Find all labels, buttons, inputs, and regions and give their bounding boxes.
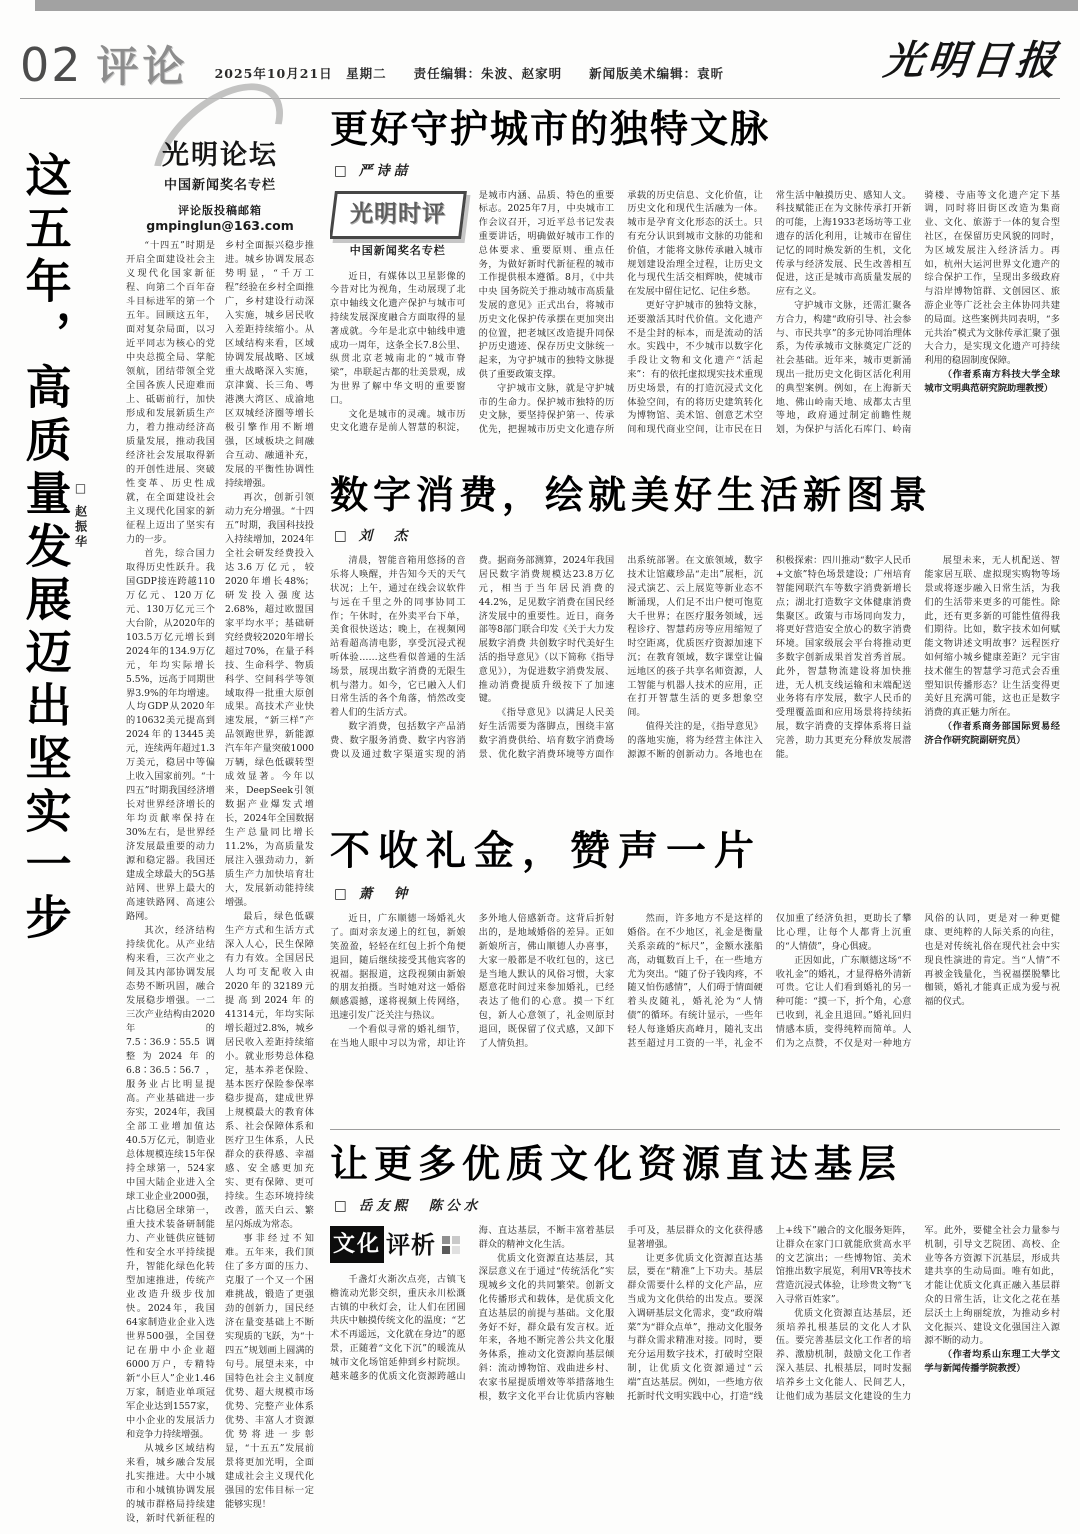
date-editors-line: 2025年10月21日 星期二 责任编辑：朱波、赵家明 新闻版美术编辑：袁昕: [214, 66, 725, 81]
body-paragraph: 近日，广东顺德一场婚礼火了。面对亲友递上的红包，新娘笑盈盈，轻轻在红包上折个角便退回，随后继续接受其他宾客的祝福。据报道，这段视频由新娘的朋友拍摄。当时她对这一婚俗颇感震撼，遂将视频上传网络，迅速引发广泛关注与热议。: [330, 913, 466, 1021]
body-paragraph: 优质文化资源直达基层，其深层意义在于通过“传统活化”实现城乡文化的共同繁荣。创新文化传播形式和载体，是优质文化直达基层的前提与基础。文化服务好不好，群众最有发言权。近年来，各地不断完善公共文化服务体系，推动文化资源向基层倾斜：流动博物馆、戏曲进乡村、农家书屋提质增效等举措落地生根，数字文化平台让优质内容触手可及，基层群众的文化获得感显著增强。: [478, 1225, 763, 1402]
article-1-attribution: （作者系南方科技大学全球城市文明典范研究院助理教授）: [924, 369, 1060, 394]
author-mark: □: [334, 528, 351, 545]
page-top-bar: [35, 0, 1078, 11]
article-1-author: 严诗喆: [358, 162, 412, 179]
badge-rest-text: 评析: [386, 1229, 437, 1259]
badge-mosaic-decoration: [442, 1236, 460, 1254]
lead-headline-block: [20, 107, 116, 1527]
author-mark: □: [334, 1198, 351, 1215]
forum-mailbox-label: 评论版投稿邮箱: [178, 204, 262, 217]
body-paragraph: 《指导意见》以满足人民美好生活需要为落脚点，围绕丰富数字消费供给、培育数字消费场景、优化数字消费环境等方面作出系统部署。在文旅领域，数字技术让馆藏珍品“走出”展柜，沉浸式演艺、云上展览等新业态不断涌现，人们足不出户便可饱览大千世界；在医疗服务领域，远程诊疗、智慧药房等应用缩短了时空距离，优质医疗资源加速下沉；在教育领域，数字课堂让偏远地区的孩子共享名师资源，人工智能与机器人技术的应用，正在打开智慧生活的更多想象空间。: [478, 555, 763, 760]
article-4-headline: 让更多优质文化资源直达基层: [330, 1141, 903, 1187]
body-paragraph: 千盏灯火渐次点亮，古镇飞檐流动光影交织，重庆永川松溉古镇的中秋灯会，让人们在团圆共庆中触摸传统文化的温度；“艺术不再遥远，文化就在身边”的愿景，正随着“文化下沉”的暖流从城市文化场馆延伸到乡村院坝。越来越多的优质文化资源跨越山海、直达基层，不断丰富着基层群众的精神文化生活。: [330, 1225, 615, 1382]
body-paragraph: 更好守护城市的独特文脉，还要激活其时代价值。文化遗产不是尘封的标本，而是流动的活水。实践中，不少城市以数字化手段让文物和文化遗产“活起来”：有的依托虚拟现实技术重现历史场景，有的打造沉浸式文化体验空间，有的将历史建筑转化为博物馆、美术馆、创意艺术空间和现代商业空间，让市民在日常生活中触摸历史、感知人文。科技赋能正在为文脉传承打开新的可能，上海1933老场坊等工业遗存的活化利用，让城市在留住记忆的同时焕发新的生机，文化传承与经济发展、民生改善相互促进，这正是城市高质量发展的应有之义。: [627, 189, 912, 436]
page-header: [20, 26, 1063, 92]
article-3-headline: 不收礼金，赞声一片: [330, 827, 762, 875]
article-3-author: 萧 钟: [358, 886, 412, 903]
body-paragraph: 文化是城市的灵魂。城市历史文化遗存是前人智慧的积淀，是城市内涵、品质、特色的重要标志。2025年7月，中央城市工作会议召开，习近平总书记发表重要讲话，明确做好城市工作的总体要求、重要原则、重点任务，为做好新时代新征程的城市工作提供根本遵循。8月，《中共中央 国务院关于推动城市高质量发展的意见》正式出台，将城市历史文化保护传承摆在更加突出的位置，把老城区改造提升同保护历史遗迹、保存历史文脉统一起来，为守护城市的独特文脉提供了重要政策支撑。: [330, 189, 615, 434]
article-3-body: [330, 912, 1060, 1117]
body-paragraph: 首先，综合国力取得历史性跃升。我国GDP接连跨越110万亿元、120万亿元、130万亿元三个大台阶，从2020年的103.5万亿元增长到2024年的134.9万亿元，年均实际增长5.5%，远高于同期世界3.9%的年均增速。人均GDP从2020年的10632美元提高到2024年的13445美元，连续两年超过1.3万美元，稳居中等偏上收入国家前列。“十四五”时期我国经济增长对世界经济增长的年均贡献率保持在30%左右，是世界经济发展最重要的动力源和稳定器。我国还建成全球最大的5G基站网、世界上最大的高速铁路网、高速公路网。: [126, 547, 215, 923]
article-4-byline: [334, 1194, 1060, 1214]
section-title: 评论: [96, 42, 189, 91]
body-paragraph: 值得关注的是，《指导意见》的落地实施，将为经营主体注入源源不断的创新动力。各地也在积极探索：四川推动“数字人民币+文旅”特色场景建设；广州培育智能网联汽车等数字消费新增长点；湖北打造数字文体健康消费集聚区。政策与市场同向发力，将更好营造安全放心的数字消费环境。国家级展会平台将推动更多数字创新成果首发首秀首展。此外，智慧物流建设将加快推进，无人机支线运输和末端配送业务将有序发展，数字人民币的受理覆盖面和应用场景将持续拓展，数字消费的支撑体系将日益完善，助力其更充分释放发展潜能。: [627, 555, 912, 760]
body-paragraph: 近日，有媒体以卫星影像的今昔对比为视角，生动展现了北京中轴线文化遗产保护与城市可持续发展深度融合方面取得的显著成就。今年是北京中轴线申遗成功一周年，这条全长7.8公里、纵贯北京老城南北的“城市脊梁”，串联起古都的壮美景观，成为世界了解中华文明的重要窗口。: [330, 270, 466, 406]
guangming-shiping-badge: [332, 191, 464, 260]
body-paragraph: 一个看似寻常的婚礼细节，在当地人眼中习以为常，却让许多外地人倍感新奇。这背后折射出的，是地域婚俗的差异。正如新娘所言，佛山顺德人办喜事，大家一般都是不收红包的，这已是当地人默认的风俗习惯，大家愿意花时间过来参加婚礼，已经表达了他们的心意。摸一下红包，新人心意领了，礼金则原封退回，既保留了仪式感，又卸下了人情负担。: [330, 913, 615, 1049]
article-1-body: [330, 189, 1060, 461]
wenhua-pingxi-badge: [330, 1226, 466, 1263]
lead-author-vertical: [73, 481, 90, 1527]
article-2-attribution: （作者系商务部国际贸易经济合作研究院副研究员）: [924, 720, 1060, 746]
lead-article-body: [126, 239, 314, 1527]
lead-article-column: [126, 107, 314, 1527]
forum-subtitle: 中国新闻奖名专栏: [163, 178, 276, 193]
badge-title: 光明时评: [349, 199, 446, 227]
article-culture-grassroots: [330, 1129, 1060, 1512]
badge-black-block: 文化: [330, 1226, 384, 1263]
body-paragraph: 展望未来，无人机配送、智能家居互联、虚拟现实购物等场景或将逐步融入日常生活，为我们的生活带来更多的可能性。除此，还有更多新的可能性值得我们期待。比如，数字技术如何赋能文物讲述文明故事？远程医疗如何缩小城乡健康差距？元宇宙技术催生的智慧学习范式会否重塑知识传播形态？让生活变得更美好且充满可能，这也正是数字消费的真正魅力所在。: [924, 555, 1060, 719]
body-paragraph: “十四五”时期是开启全面建设社会主义现代化国家新征程、向第二个百年奋斗目标进军的第一个五年。回顾这五年，面对复杂局面，以习近平同志为核心的党中央总揽全局、掌舵领航，团结带领全党全国各族人民迎难而上、砥砺前行，加快形成和发展新质生产力，着力推动经济高质量发展，推动我国经济社会发展取得新的开创性进展、突破性变革、历史性成就，在全面建设社会主义现代化国家的新征程上迈出了坚实有力的一步。: [126, 240, 215, 545]
author-mark: □: [73, 481, 88, 498]
article-1-headline: 更好守护城市的独特文脉: [330, 106, 771, 151]
article-city-culture: [330, 107, 1060, 461]
body-paragraph: 数字消费，包括数字产品消费、数字服务消费、数字内容消费以及通过数字渠道实现的消费。据商务部测算，2024年我国居民数字消费规模达23.8万亿元，相当于当年居民消费的44.2%，足见数字消费在国民经济发展中的重要性。近日，商务部等8部门联合印发《关于大力发展数字消费 共创数字时代美好生活的指导意见》（以下简称《指导意见》），为促进数字消费发展、推动消费提质升级按下了加速键。: [330, 555, 615, 760]
body-paragraph: 守护城市文脉，就是守护城市的生命力。保护城市独特的历史文脉，要坚持保护第一、传承优先，把握城市历史文化遗存所承载的历史信息、文化价值，让历史文化和现代生活融为一体。城市是孕育文化形态的沃土。只有充分认识到城市文脉的功能和价值，才能将文脉传承融入城市规划建设治理全过程，让历史文化与现代生活交相辉映，使城市在发展中留住记忆、记住乡愁。: [478, 189, 763, 436]
forum-mailbox-email: gmpinglun@163.com: [146, 218, 294, 233]
author-mark: □: [334, 162, 351, 179]
main-article-column: [330, 107, 1060, 1527]
lead-headline-vertical: 这五年，高质量发展迈出坚实一步: [18, 151, 73, 946]
body-paragraph: 最后，绿色低碳生产方式和生活方式深入人心，民生保障有力有效。全国居民人均可支配收入由2020年的32189元提高到2024年的41314元，年均实际增长超过2.8%，城乡居民收入差距持续缩小。就业形势总体稳定，基本养老保险、基本医疗保险参保率稳步提高，建成世界上规模最大的教育体系、社会保障体系和医疗卫生体系，人民群众的获得感、幸福感、安全感更加充实、更有保障、更可持续。生态环境持续改善，蓝天白云、繁星闪烁成为常态。: [225, 911, 314, 1230]
article-4-body: [330, 1224, 1060, 1512]
article-2-headline: 数字消费，绘就美好生活新图景: [330, 471, 933, 517]
body-paragraph: 正因如此，广东顺德这场“不收礼金”的婚礼，才显得格外清新可贵。它让人们看到婚礼的另一种可能：“摸一下，折个角，心意已收到，礼金且退回。”婚礼回归情感本质，变得纯粹而简单。人们为之点赞，不仅是对一种地方风俗的认同，更是对一种更健康、更纯粹的人际关系的向往，也是对传统礼俗在现代社会中实现良性演进的肯定。当“人情”不再被金钱量化，当祝福摆脱攀比枷锁，婚礼才能真正成为爱与祝福的仪式。: [775, 913, 1060, 1049]
article-1-byline: [334, 159, 1060, 179]
page-number: 02: [20, 38, 83, 92]
article-4-authors: 岳友熙 陈公水: [358, 1198, 482, 1215]
author-mark: □: [334, 886, 351, 903]
masthead-logo: 光明日报: [881, 37, 1063, 84]
badge-frame: [330, 191, 467, 239]
article-2-body: [330, 554, 1060, 816]
body-paragraph: 清晨，智能音箱用悠扬的音乐将人唤醒，并告知今天的天气状况；上午，通过在线会议软件与远在千里之外的同事协同工作；午休时，在外卖平台下单，美食很快送达；晚上，在视频网站看超高清电影，享受沉浸式视听体验……这些看似普通的生活场景，展现出数字消费的无限生机与潜力。如今，它已融入人们日常生活的各个角落，悄然改变着人们的生活方式。: [330, 555, 466, 719]
page-content: [20, 107, 1060, 1527]
article-wedding-gift: [330, 828, 1060, 1117]
header-rule: [20, 98, 1060, 99]
body-paragraph: 从城乡区域结构来看，城乡融合发展扎实推进。大中小城市和小城镇协调发展的城市群格局持续建设，新时代新征程的乡村全面振兴稳步推进。城乡协调发展态势明显，“千万工程”经验在乡村全面推广，乡村建设行动深入实施，城乡居民收入差距持续缩小。从区域结构来看，区域协调发展战略、区域重大战略深入实施，京津冀、长三角、粤港澳大湾区、成渝地区双城经济圈等增长极引擎作用不断增强，区域板块之间融合互动、融通补充，发展的平衡性协调性持续增强。: [126, 240, 314, 1524]
body-paragraph: 让更多优质文化资源直达基层，要在“精准”上下功夫。基层群众需要什么样的文化产品，应当成为文化供给的出发点。要深入调研基层文化需求，变“政府端菜”为“群众点单”，推动文化服务与群众需求精准对接。同时，要充分运用数字技术，打破时空限制，让优质文化资源通过“云端”直达基层。例如，一些地方依托新时代文明实践中心，打造“线上+线下”融合的文化服务矩阵，让群众在家门口就能欣赏高水平的文艺演出；一些博物馆、美术馆推出数字展览，利用VR等技术营造沉浸式体验，让珍贵文物“飞入寻常百姓家”。: [627, 1225, 912, 1402]
body-paragraph: 守护城市文脉，还需汇聚各方合力，构建“政府引导、社会参与、市民共享”的多元协同治理体系，为传承城市文脉奠定广泛的社会基础。近年来，城市更新涌现出一批历史文化街区活化利用的典型案例。例如，在上海新天地、佛山岭南天地、成都太古里等地，政府通过制定前瞻性规划，为保护与活化石库门、岭南骑楼、寺庙等文化遗产定下基调，同时将旧街区改造为集商业、文化、旅游于一体的复合型社区，在保留历史风貌的同时，为区域发展注入经济活力。再如，杭州大运河世界文化遗产的综合保护工作，呈现出多级政府与沿岸博物馆群、文创园区、旅游企业等广泛社会主体协同共建的局面。这些案例共同表明，“多元共治”模式为文脉传承汇聚了强大合力，是实现文化遗产可持续利用的稳固制度保障。: [775, 189, 1060, 436]
badge-subtitle: 中国新闻奖名专栏: [349, 244, 446, 258]
body-paragraph: 其次，经济结构持续优化。从产业结构来看，三次产业之间及其内部协调发展态势不断巩固，融合发展稳步增强。一二三次产业结构由2020年的7.5∶36.9∶55.5调整为2024年的6.8∶36.5∶56.7，服务业占比明显提高。产业基础进一步夯实，2024年，我国全部工业增加值达40.5万亿元，制造业总体规模连续15年保持全球第一，524家中国大陆企业进入全球工业企业2000强，占比稳居全球第一，重大技术装备研制能力、产业链供应链韧性和安全水平持续提升，智能化绿色化转型加速推进，传统产业改造升级步伐加快。2024年，我国64家制造业企业入选世界500强，全国登记在册中小企业超6000万户，专精特新“小巨人”企业1.46万家，制造业单项冠军企业达到1557家，中小企业的发展活力和竞争力持续增强。: [126, 925, 215, 1440]
article-2-byline: [334, 524, 1060, 544]
article-4-attribution: （作者均系山东理工大学文学与新闻传播学院教授）: [924, 1349, 1060, 1375]
forum-title: 光明论坛: [162, 140, 278, 171]
article-digital-consumption: [330, 473, 1060, 817]
body-paragraph: 再次，创新引领动力充分增强。“十四五”时期，我国科技投入持续增加，2024年全社会研发经费投入达3.6万亿元，较2020年增长48%；研发投入强度达2.68%，超过欧盟国家平均水平；基础研究经费较2020年增长超过70%，在量子科技、生命科学、物质科学、空间科学等领域取得一批重大原创成果。高技术产业快速发展，“新三样”产品领跑世界，新能源汽车年产量突破1000万辆，绿色低碳转型成效显著。今年以来，DeepSeek引领数据产业爆发式增长，2024年全国数据生产总量同比增长11.2%，为高质量发展注入强劲动力，新质生产力加快培育壮大，发展新动能持续增强。: [225, 491, 314, 909]
guangming-forum-box: [126, 107, 314, 233]
body-paragraph: 然而，许多地方不是这样的婚俗。在不少地区，礼金是衡量关系亲疏的“标尺”，金额水涨船高，动辄数百上千，在一些地方尤为突出。“随了份子钱肉疼，不随又怕伤感情”，人们碍于情面硬着头皮随礼，婚礼沦为“人情债”的循环。有统计显示，一些年轻人每逢婚庆高峰月，随礼支出甚至超过月工资的一半，礼金不仅加重了经济负担，更助长了攀比心理，让每个人都背上沉重的“人情债”，身心俱疲。: [627, 913, 912, 1049]
article-3-byline: [334, 882, 1060, 902]
body-paragraph: 事非经过不知难。五年来，我们顶住了多方面的压力、克服了一个又一个困难挑战，锻造了更强劲的创新力，国民经济在量变基础上不断实现质的飞跃，为“十四五”规划画上圆满的句号。展望未来，中国特色社会主义制度优势、超大规模市场优势、完整产业体系优势、丰富人才资源优势将进一步彰显，“十五五”发展前景将更加光明，全面建成社会主义现代化强国的宏伟目标一定能够实现！: [225, 1232, 314, 1510]
body-paragraph: 优质文化资源直达基层，还须培养扎根基层的文化人才队伍。要完善基层文化工作者的培养、激励机制，鼓励文化工作者深入基层、扎根基层，同时发掘培养乡土文化能人、民间艺人，让他们成为基层文化建设的生力军。此外，要健全社会力量参与机制，引导文艺院团、高校、企业等各方资源下沉基层，形成共建共享的生动局面。唯有如此，才能让优质文化真正融入基层群众的日常生活，让文化之花在基层沃土上绚丽绽放，为推动乡村文化振兴、建设文化强国注入源源不断的动力。: [775, 1225, 1060, 1402]
article-2-author: 刘 杰: [358, 528, 412, 545]
lead-author-name: 赵振华: [73, 505, 88, 551]
